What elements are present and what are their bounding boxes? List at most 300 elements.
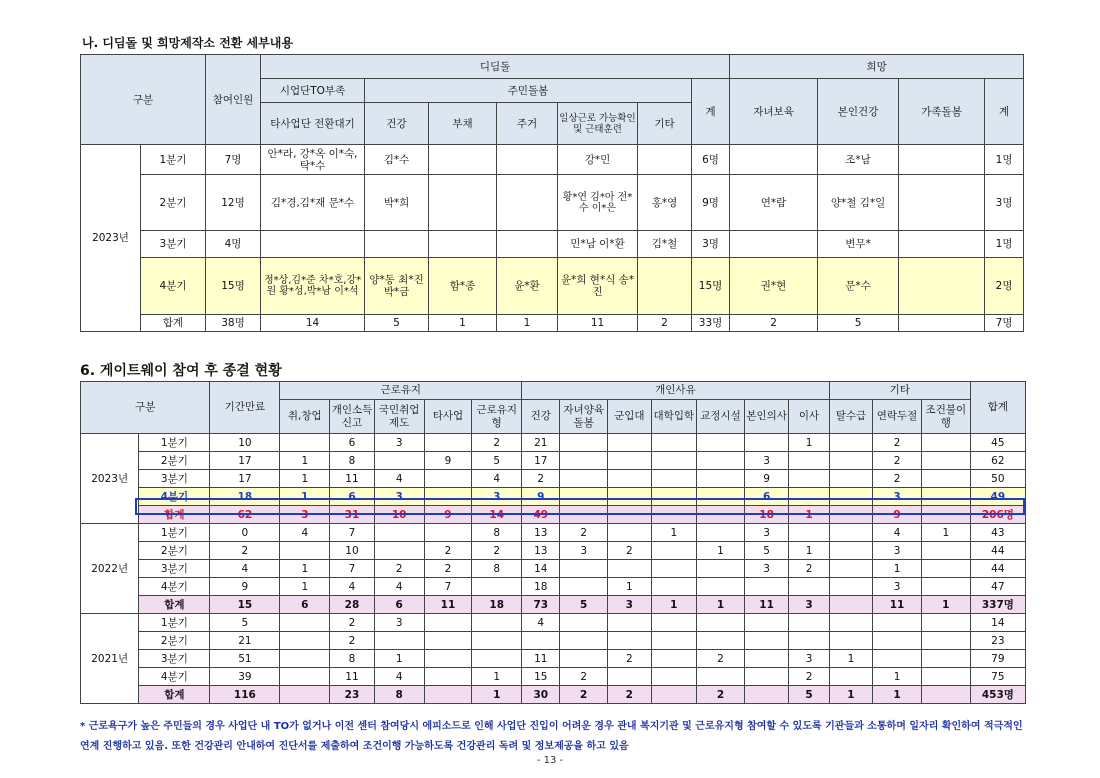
quarter-cell: 2분기 xyxy=(139,452,210,470)
cell xyxy=(921,542,970,560)
cell: 6명 xyxy=(692,145,730,175)
cell: 15 xyxy=(522,668,560,686)
year-cell: 2021년 xyxy=(81,614,139,704)
cell: 조*남 xyxy=(818,145,899,175)
cell: 8 xyxy=(330,452,375,470)
cell xyxy=(829,488,872,506)
cell: 1 xyxy=(789,434,829,452)
cell xyxy=(608,470,651,488)
cell: 6 xyxy=(744,488,789,506)
cell: 75 xyxy=(970,668,1025,686)
quarter-cell: 4분기 xyxy=(141,258,206,315)
header-housing: 주거 xyxy=(497,103,558,145)
cell xyxy=(472,578,522,596)
cell xyxy=(560,614,608,632)
cell: 1 xyxy=(873,560,922,578)
quarter-cell: 4분기 xyxy=(139,578,210,596)
cell: 206명 xyxy=(970,506,1025,524)
cell: 13 xyxy=(522,524,560,542)
cell: 14 xyxy=(970,614,1025,632)
cell: 4 xyxy=(210,560,280,578)
cell: 5 xyxy=(789,686,829,704)
cell: 4 xyxy=(374,578,424,596)
header-sum: 계 xyxy=(692,79,730,145)
cell xyxy=(789,632,829,650)
cell xyxy=(697,470,745,488)
cell: 2 xyxy=(873,434,922,452)
header-health: 건강 xyxy=(365,103,429,145)
cell: 21 xyxy=(522,434,560,452)
cell: 1 xyxy=(921,524,970,542)
header-col: 조건불이행 xyxy=(921,400,970,434)
cell: 3 xyxy=(789,596,829,614)
cell xyxy=(789,452,829,470)
cell xyxy=(651,470,697,488)
cell: 4 xyxy=(374,668,424,686)
cell xyxy=(921,614,970,632)
cell: 황*연 김*아 전*수 이*은 xyxy=(558,175,638,231)
cell xyxy=(365,231,429,258)
cell xyxy=(651,488,697,506)
cell xyxy=(789,614,829,632)
year-cell: 2023년 xyxy=(81,145,141,332)
cell: 4 xyxy=(522,614,560,632)
cell: 11 xyxy=(558,315,638,332)
cell: 4 xyxy=(330,578,375,596)
cell xyxy=(829,506,872,524)
cell xyxy=(497,231,558,258)
table-row xyxy=(81,145,1024,175)
cell: 11 xyxy=(522,650,560,668)
cell xyxy=(921,452,970,470)
cell: 1 xyxy=(280,578,330,596)
cell xyxy=(921,578,970,596)
header-hope: 희망 xyxy=(730,55,1024,79)
cell: 2 xyxy=(424,560,472,578)
cell: 43 xyxy=(970,524,1025,542)
cell xyxy=(608,614,651,632)
cell xyxy=(921,488,970,506)
cell xyxy=(789,488,829,506)
cell: 윤*희 현*식 송*진 xyxy=(558,258,638,315)
cell: 11 xyxy=(424,596,472,614)
cell xyxy=(789,578,829,596)
cell: 강*민 xyxy=(558,145,638,175)
cell: 47 xyxy=(970,578,1025,596)
cell xyxy=(374,524,424,542)
cell xyxy=(697,560,745,578)
cell: 44 xyxy=(970,542,1025,560)
header-child: 자녀보육 xyxy=(730,79,818,145)
cell xyxy=(899,258,985,315)
cell: 10 xyxy=(330,542,375,560)
cell: 21 xyxy=(210,632,280,650)
cell xyxy=(560,578,608,596)
cell: 변무* xyxy=(818,231,899,258)
cell: 1 xyxy=(280,452,330,470)
cell xyxy=(424,488,472,506)
cell: 7명 xyxy=(985,315,1024,332)
header-col: 국민취업제도 xyxy=(374,400,424,434)
cell xyxy=(921,686,970,704)
cell: 9명 xyxy=(692,175,730,231)
cell: 18 xyxy=(210,488,280,506)
header-col: 본인의사 xyxy=(744,400,789,434)
cell xyxy=(560,632,608,650)
cell: 12명 xyxy=(206,175,261,231)
cell xyxy=(280,434,330,452)
cell: 4 xyxy=(280,524,330,542)
cell xyxy=(560,560,608,578)
header-gubun: 구분 xyxy=(81,55,206,145)
cell xyxy=(921,560,970,578)
cell xyxy=(522,632,560,650)
cell: 18 xyxy=(522,578,560,596)
cell: 79 xyxy=(970,650,1025,668)
cell xyxy=(651,578,697,596)
table-row xyxy=(81,614,1026,632)
cell: 2 xyxy=(789,560,829,578)
cell: 7 xyxy=(424,578,472,596)
cell xyxy=(829,560,872,578)
quarter-cell: 2분기 xyxy=(141,175,206,231)
cell xyxy=(651,506,697,524)
cell xyxy=(608,434,651,452)
cell xyxy=(560,506,608,524)
cell xyxy=(608,632,651,650)
header-col: 군입대 xyxy=(608,400,651,434)
header-col: 교정시설 xyxy=(697,400,745,434)
year-cell: 2022년 xyxy=(81,524,139,614)
table-row xyxy=(81,231,1024,258)
cell xyxy=(429,175,497,231)
cell: 1 xyxy=(280,560,330,578)
header-sum2: 계 xyxy=(985,79,1024,145)
cell: 9 xyxy=(873,506,922,524)
cell: 49 xyxy=(970,488,1025,506)
cell: 2 xyxy=(608,650,651,668)
cell: 51 xyxy=(210,650,280,668)
header-col: 개인소득신고 xyxy=(330,400,375,434)
cell: 62 xyxy=(210,506,280,524)
cell: 9 xyxy=(424,452,472,470)
cell xyxy=(374,632,424,650)
cell xyxy=(608,668,651,686)
cell xyxy=(744,668,789,686)
cell: 3 xyxy=(873,488,922,506)
cell xyxy=(651,452,697,470)
cell: 8 xyxy=(472,524,522,542)
cell xyxy=(424,650,472,668)
cell xyxy=(744,650,789,668)
table-row xyxy=(81,434,1026,452)
cell xyxy=(697,488,745,506)
cell xyxy=(608,452,651,470)
cell: 1명 xyxy=(985,231,1024,258)
cell: 2 xyxy=(210,542,280,560)
cell: 18 xyxy=(472,596,522,614)
year-cell: 2023년 xyxy=(81,434,139,524)
header-col: 타사업 xyxy=(424,400,472,434)
cell: 2 xyxy=(330,614,375,632)
cell: 14 xyxy=(261,315,365,332)
cell: 28 xyxy=(330,596,375,614)
cell xyxy=(280,686,330,704)
cell xyxy=(829,542,872,560)
cell: 박*희 xyxy=(365,175,429,231)
header-col: 건강 xyxy=(522,400,560,434)
header-col: 이사 xyxy=(789,400,829,434)
cell xyxy=(651,632,697,650)
cell: 2 xyxy=(873,452,922,470)
cell: 8 xyxy=(472,560,522,578)
total-row xyxy=(81,506,1026,524)
cell xyxy=(638,258,692,315)
header-self-health: 본인건강 xyxy=(818,79,899,145)
cell xyxy=(651,686,697,704)
cell: 권*현 xyxy=(730,258,818,315)
cell: 김*경,김*재 문*수 xyxy=(261,175,365,231)
cell xyxy=(921,470,970,488)
header-col: 탈수급 xyxy=(829,400,872,434)
cell: 3 xyxy=(873,578,922,596)
cell xyxy=(921,434,970,452)
cell xyxy=(744,434,789,452)
cell: 31 xyxy=(330,506,375,524)
cell: 1 xyxy=(789,542,829,560)
cell xyxy=(374,452,424,470)
cell: 9 xyxy=(744,470,789,488)
cell: 2 xyxy=(873,470,922,488)
cell xyxy=(899,145,985,175)
cell: 33명 xyxy=(692,315,730,332)
cell: 1 xyxy=(873,686,922,704)
cell: 1 xyxy=(280,488,330,506)
cell: 9 xyxy=(210,578,280,596)
cell: 6 xyxy=(374,596,424,614)
cell xyxy=(651,560,697,578)
table-row xyxy=(81,650,1026,668)
cell: 2 xyxy=(374,560,424,578)
cell xyxy=(424,632,472,650)
quarter-cell: 1분기 xyxy=(139,524,210,542)
total-label: 합계 xyxy=(141,315,206,332)
cell: 23 xyxy=(970,632,1025,650)
cell: 2 xyxy=(472,434,522,452)
cell xyxy=(697,668,745,686)
cell: 1 xyxy=(651,524,697,542)
cell: 9 xyxy=(522,488,560,506)
quarter-cell: 3분기 xyxy=(139,470,210,488)
cell: 6 xyxy=(280,596,330,614)
quarter-cell: 1분기 xyxy=(141,145,206,175)
cell xyxy=(899,231,985,258)
cell xyxy=(730,231,818,258)
cell xyxy=(744,578,789,596)
cell: 50 xyxy=(970,470,1025,488)
total-row xyxy=(81,315,1024,332)
cell: 1 xyxy=(429,315,497,332)
gateway-termination-table xyxy=(80,381,1026,704)
cell xyxy=(651,614,697,632)
header-work-keep: 근로유지 xyxy=(280,382,522,400)
cell: 2 xyxy=(638,315,692,332)
cell: 1 xyxy=(472,668,522,686)
cell xyxy=(560,470,608,488)
cell xyxy=(261,231,365,258)
cell xyxy=(497,175,558,231)
cell: 6 xyxy=(330,488,375,506)
cell xyxy=(472,632,522,650)
quarter-cell: 2분기 xyxy=(139,542,210,560)
total-row xyxy=(81,686,1026,704)
cell xyxy=(697,524,745,542)
table-row xyxy=(81,258,1024,315)
quarter-cell: 3분기 xyxy=(139,650,210,668)
cell xyxy=(424,614,472,632)
cell: 1명 xyxy=(985,145,1024,175)
cell xyxy=(608,560,651,578)
cell: 안*라, 강*옥 이*숙, 탁*수 xyxy=(261,145,365,175)
cell: 11 xyxy=(330,470,375,488)
cell: 2 xyxy=(472,542,522,560)
cell: 2 xyxy=(330,632,375,650)
cell: 6 xyxy=(330,434,375,452)
cell: 2 xyxy=(730,315,818,332)
section2-title: 6. 게이트웨이 참여 후 종결 현황 xyxy=(80,363,282,379)
cell xyxy=(697,506,745,524)
cell: 10 xyxy=(374,506,424,524)
cell xyxy=(829,668,872,686)
header-transfer-wait: 타사업단 전환대기 xyxy=(261,103,365,145)
cell xyxy=(921,668,970,686)
cell: 13 xyxy=(522,542,560,560)
header-other: 기타 xyxy=(829,382,970,400)
cell: 3 xyxy=(280,506,330,524)
cell xyxy=(374,542,424,560)
cell: 45 xyxy=(970,434,1025,452)
quarter-cell: 4분기 xyxy=(139,488,210,506)
cell: 15명 xyxy=(692,258,730,315)
cell xyxy=(429,145,497,175)
quarter-cell: 합계 xyxy=(139,686,210,704)
cell: 1 xyxy=(280,470,330,488)
cell xyxy=(424,434,472,452)
header-to-lack: 시업단TO부족 xyxy=(261,79,365,103)
cell xyxy=(280,668,330,686)
cell: 453명 xyxy=(970,686,1025,704)
cell xyxy=(744,632,789,650)
table-row xyxy=(81,175,1024,231)
cell: 3 xyxy=(744,452,789,470)
cell: 8 xyxy=(330,650,375,668)
table-row xyxy=(81,632,1026,650)
cell: 1 xyxy=(374,650,424,668)
cell: 김*수 xyxy=(365,145,429,175)
cell: 73 xyxy=(522,596,560,614)
cell xyxy=(697,578,745,596)
cell: 11 xyxy=(744,596,789,614)
quarter-cell: 3분기 xyxy=(141,231,206,258)
section1-title: 나. 디딤돌 및 희망제작소 전환 세부내용 xyxy=(82,36,293,50)
cell: 3명 xyxy=(692,231,730,258)
cell: 0 xyxy=(210,524,280,542)
cell xyxy=(651,434,697,452)
cell xyxy=(899,315,985,332)
cell: 11 xyxy=(330,668,375,686)
cell: 2 xyxy=(697,686,745,704)
quarter-cell: 합계 xyxy=(139,596,210,614)
cell xyxy=(280,632,330,650)
header-col: 취,창업 xyxy=(280,400,330,434)
cell: 18 xyxy=(744,506,789,524)
cell: 3명 xyxy=(985,175,1024,231)
cell xyxy=(697,614,745,632)
table-row xyxy=(81,542,1026,560)
cell xyxy=(638,145,692,175)
cell xyxy=(921,506,970,524)
cell: 11 xyxy=(873,596,922,614)
quarter-cell: 합계 xyxy=(139,506,210,524)
cell: 1 xyxy=(497,315,558,332)
cell xyxy=(651,542,697,560)
cell xyxy=(829,434,872,452)
cell xyxy=(899,175,985,231)
cell: 1 xyxy=(921,596,970,614)
cell: 함*종 xyxy=(429,258,497,315)
cell xyxy=(608,488,651,506)
cell xyxy=(873,614,922,632)
cell xyxy=(921,650,970,668)
cell: 4 xyxy=(873,524,922,542)
header-col: 연락두절 xyxy=(873,400,922,434)
table-row xyxy=(81,524,1026,542)
cell xyxy=(873,650,922,668)
cell: 연*람 xyxy=(730,175,818,231)
table-row xyxy=(81,452,1026,470)
cell: 5 xyxy=(818,315,899,332)
cell xyxy=(697,452,745,470)
cell: 3 xyxy=(374,614,424,632)
cell: 30 xyxy=(522,686,560,704)
cell: 2 xyxy=(697,650,745,668)
header-col: 근로유지형 xyxy=(472,400,522,434)
cell xyxy=(651,650,697,668)
cell: 49 xyxy=(522,506,560,524)
cell: 3 xyxy=(560,542,608,560)
cell: 38명 xyxy=(206,315,261,332)
cell: 17 xyxy=(522,452,560,470)
cell: 23 xyxy=(330,686,375,704)
cell: 14 xyxy=(472,506,522,524)
cell: 3 xyxy=(789,650,829,668)
cell xyxy=(730,145,818,175)
cell xyxy=(697,434,745,452)
cell: 4 xyxy=(472,470,522,488)
cell: 39 xyxy=(210,668,280,686)
cell xyxy=(560,488,608,506)
table-row xyxy=(81,578,1026,596)
cell xyxy=(789,524,829,542)
cell: 7명 xyxy=(206,145,261,175)
cell: 15명 xyxy=(206,258,261,315)
cell: 3 xyxy=(374,488,424,506)
header-resident-care: 주민돌봄 xyxy=(365,79,692,103)
cell: 17 xyxy=(210,470,280,488)
page-number: - 13 - xyxy=(536,755,564,766)
cell: 2 xyxy=(608,542,651,560)
cell xyxy=(651,668,697,686)
